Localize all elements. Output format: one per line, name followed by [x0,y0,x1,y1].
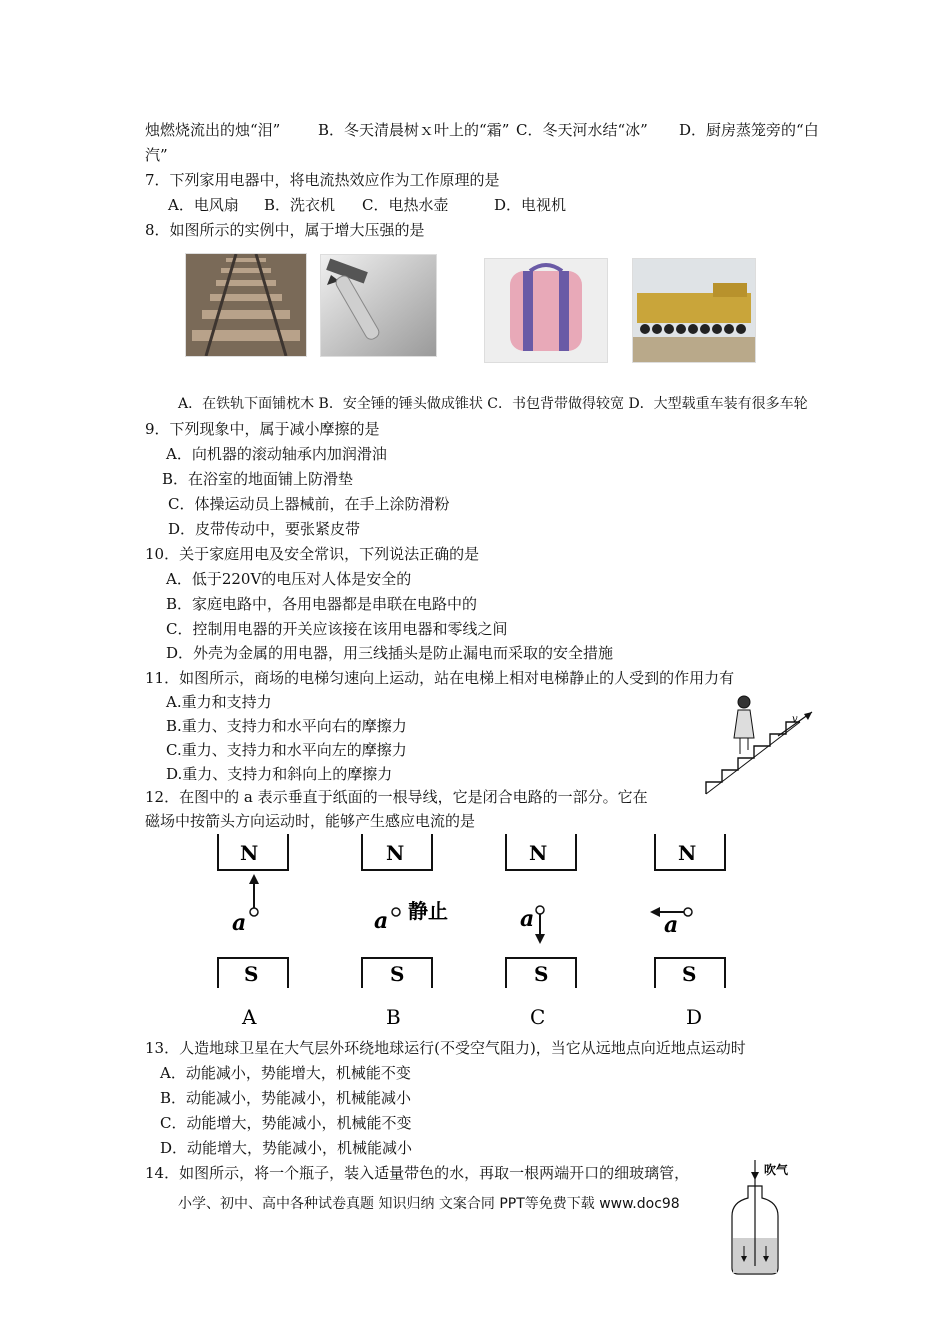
south-pole-c: S [534,962,549,986]
q9-stem: 9．下列现象中，属于减小摩擦的是 [145,420,380,438]
wire-c: a [520,906,535,932]
label-c: C [530,1005,546,1029]
q10-option-b: B．家庭电路中，各用电器都是串联在电路中的 [166,595,478,613]
q13-option-b: B．动能减小，势能减小，机械能减小 [160,1089,412,1107]
q6-option-b: B．冬天清晨树ｘ叶上的“霜” [318,121,510,139]
escalator-figure [700,690,820,800]
diagram-d [650,834,725,1029]
footer-watermark: 小学、初中、高中各种试卷真题 知识归纳 文案合同 PPT等免费下载 www.doc98 [178,1196,680,1212]
q6-option-c: C．冬天河水结“冰” [516,121,648,139]
q8-stem: 8．如图所示的实例中，属于增大压强的是 [145,221,425,239]
q11-option-c: C.重力、支持力和水平向左的摩擦力 [166,741,407,759]
wire-b: a [374,908,389,934]
label-b: B [386,1005,401,1029]
label-a: A [242,1005,257,1029]
q7-option-d: D．电视机 [494,196,567,214]
north-pole-a: N [240,841,259,865]
backpack-photo [484,258,608,363]
q13-option-d: D．动能增大，势能减小，机械能减小 [160,1139,413,1157]
q10-stem: 10．关于家庭用电及安全常识，下列说法正确的是 [145,545,480,563]
south-pole-a: S [244,962,259,986]
magnet-diagrams [200,834,740,1034]
safety-hammer-photo [320,254,437,357]
still-label: 静止 [408,899,448,923]
q13-option-c: C．动能增大，势能减小，机械能不变 [160,1114,412,1132]
blow-label: 吹气 [764,1163,789,1177]
q11-option-d: D.重力、支持力和斜向上的摩擦力 [166,765,393,783]
diagram-a [218,834,288,1029]
label-d: D [686,1005,703,1029]
south-pole-b: S [390,962,405,986]
q10-option-a: A．低于220V的电压对人体是安全的 [166,570,412,588]
q13-option-a: A．动能减小，势能增大，机械能不变 [160,1064,411,1082]
q7-stem: 7．下列家用电器中，将电流热效应作为工作原理的是 [145,171,500,189]
q9-option-d: D．皮带传动中，要张紧皮带 [168,520,361,538]
q11-option-a: A.重力和支持力 [166,693,272,711]
railway-sleepers-photo [185,253,307,357]
heavy-truck-photo [632,258,756,363]
south-pole-d: S [682,962,697,986]
q11-option-b: B.重力、支持力和水平向右的摩擦力 [166,717,407,735]
velocity-label: v [792,714,798,725]
north-pole-d: N [678,841,697,865]
q13-stem: 13．人造地球卫星在大气层外环绕地球运行(不受空气阻力)，当它从远地点向近地点运动时 [145,1039,746,1057]
north-pole-b: N [386,841,405,865]
q12-stem-line2: 磁场中按箭头方向运动时，能够产生感应电流的是 [145,812,476,830]
q7-option-c: C．电热水壶 [362,196,449,214]
q11-stem: 11．如图所示，商场的电梯匀速向上运动，站在电梯上相对电梯静止的人受到的作用力有 [145,669,735,687]
bottle-figure [730,1158,800,1278]
q6-option-a-tail: 烛燃烧流出的烛“泪” [145,121,281,139]
q9-option-b: B．在浴室的地面铺上防滑垫 [162,470,354,488]
standing-person [734,696,754,754]
q9-option-a: A．向机器的滚动轴承内加润滑油 [166,445,387,463]
q10-option-d: D．外壳为金属的用电器，用三线插头是防止漏电而采取的安全措施 [166,644,614,662]
wire-d: a [664,912,679,938]
q10-option-c: C．控制用电器的开关应该接在该用电器和零线之间 [166,620,508,638]
wire-a: a [232,910,247,936]
q6-option-d-tail: 汽” [145,146,168,164]
q7-option-b: B．洗衣机 [264,196,336,214]
q14-stem: 14．如图所示，将一个瓶子，装入适量带色的水，再取一根两端开口的细玻璃管， [145,1164,690,1182]
q7-option-a: A．电风扇 [168,196,239,214]
diagram-c [506,834,576,1029]
diagram-b [362,834,448,1029]
north-pole-c: N [529,841,548,865]
q9-option-c: C．体操运动员上器械前，在手上涂防滑粉 [168,495,450,513]
q6-option-d: D．厨房蒸笼旁的“白 [679,121,819,139]
q8-caption: A．在铁轨下面铺枕木 B．安全锤的锤头做成锥状 C．书包背带做得较宽 D．大型载重车装有很多车轮 [178,396,808,412]
q12-stem-line1: 12．在图中的 a 表示垂直于纸面的一根导线，它是闭合电路的一部分。它在 [145,788,648,806]
